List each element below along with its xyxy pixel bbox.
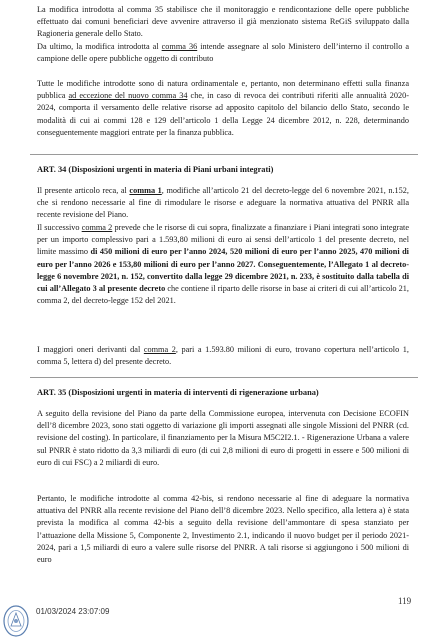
paragraph-comma-35: [37, 4, 409, 41]
paragraph-comma-36: [37, 41, 409, 65]
text-run: Il successivo: [37, 223, 82, 232]
art35-paragraph-1: [37, 408, 409, 469]
text-run: intende assegnare al solo Ministero dell’interno il controllo a campione delle opere pubbliche oggetto di contributo: [37, 42, 409, 64]
art34-paragraph-2: [37, 222, 409, 307]
paragraph-tutte-le-modifiche: [37, 78, 409, 139]
art34-heading: ART. 34 (Disposizioni urgenti in materia di Piani urbani integrati): [37, 165, 274, 174]
section-divider: [30, 377, 418, 378]
section-divider: [30, 154, 418, 155]
text-run: Tutte le modifiche introdotte sono di natura ordinamentale e, pertanto, non determinano effetti sulla finanza pubblica: [37, 79, 409, 101]
underlined-comma-ref: comma 2: [143, 345, 176, 354]
text-run: , modifiche all’articolo 21 del decreto-legge del 6 novembre 2021, n.152, che si rendono necessarie al fine di rimodulare le risorse e adeguare la normativa attuativa del PNRR alla recente revisione del Piano.: [37, 186, 409, 220]
footer-timestamp: 01/03/2024 23:07:09: [36, 607, 110, 616]
page-number: 119: [398, 596, 412, 606]
art35-paragraph-2: [37, 493, 409, 566]
bold-amounts: di 450 milioni di euro per l’anno 2024, 520 milioni di euro per l’anno 2025, 470 milioni di euro per l’anno 2026 e 153,80 milioni di euro per l’anno 2027. Conseguentemente, l’Allegato 1 al decreto-legge 6 novembre 2021, n. 152, convertito dalla legge 29 dicembre 2021, n. 233, è sostituito dalla tabella di cui all’Allegato 3 al presente decreto: [37, 247, 409, 294]
text-run: che, in caso di revoca dei contributi riferiti alle annualità 2020-2024, comporta il versamento delle relative risorse ad apposito capitolo del bilancio dello Stato, secondo le modalità di cui ai commi 128 e 129 dell’articolo 1 della Legge 24 dicembre 2012, n. 228, determinando conseguentemente maggiori entrate per la finanza pubblica.: [37, 91, 409, 137]
text-run: A seguito della revisione del Piano da parte della Commissione europea, intervenuta con Decisione ECOFIN dell’8 dicembre 2023, sono stati oggetto di variazione gli importi assegnati alle singole Missioni del PNRR (cd. revisione del costing). In particolare, il finanziamento per la Misura M5C2I2.1. - Rigenerazione Urbana a valere sul PNRR è stato ridotto da 3,3 miliardi di euro (di cui 2,8 milioni di euro di progetti in essere e 500 milioni di euro di cui FSC) a 2 miliardi di euro.: [37, 409, 409, 467]
text-run: Il presente articolo reca, al: [37, 186, 130, 195]
underlined-comma-ref: comma 2: [81, 223, 113, 232]
art34-paragraph-3: [37, 344, 409, 368]
bold-underlined-comma-ref: comma 1: [129, 186, 162, 195]
art34-paragraph-1: [37, 185, 409, 222]
text-run: I maggiori oneri derivanti dal: [37, 345, 144, 354]
text-run: , pari a 1.593.80 milioni di euro, trovano copertura nell’articolo 1, comma 5, lettera d) del presente decreto.: [37, 345, 409, 367]
text-run: che contiene il riparto delle risorse in base ai criteri di cui all’articolo 21, comma 2, del decreto-legge 152 del 2021.: [37, 284, 409, 306]
art35-heading: ART. 35 (Disposizioni urgenti in materia di interventi di rigenerazione urbana): [37, 388, 319, 397]
underlined-phrase: ad eccezione del nuovo comma 34: [68, 91, 188, 101]
underlined-comma-ref: comma 36: [161, 42, 198, 51]
text-run: prevede che le risorse di cui sopra, finalizzate a finanziare i Piani integrati sono integrate per un importo complessivo pari a 1.593,80 milioni di euro ai sensi dell’articolo 1 del presente decreto, nel limite massimo: [37, 223, 410, 257]
text-run: Da ultimo, la modifica introdotta al: [37, 42, 162, 51]
paragraph-comma-35-text: La modifica introdotta al comma 35 stabilisce che il monitoraggio e rendicontazione delle opere pubbliche effettuato dai comuni beneficiari deve avvenire attraverso il già menzionato sistema ReGiS sviluppato dalla Ragioneria generale dello Stato.: [37, 5, 409, 39]
seal-icon: [2, 604, 30, 638]
text-run: Pertanto, le modifiche introdotte al comma 42-bis, si rendono necessarie al fine di adeguare la normativa attuativa del PNRR alla recente revisione del Piano dell’8 dicembre 2023. Nello specifico, alla lettera a) è stata prevista la modifica al comma 42-bis a seguito della revisione dell’ammontare di spesa stanziato per l’attuazione della Missione 5, Componente 2, Investimento 2.1, indicando il nuovo budget per il periodo 2021-2024, pari a 1,5 miliardi di euro a valere sulle risorse del PNRR. A tali risorse si aggiungono i 500 milioni di euro: [37, 494, 409, 565]
